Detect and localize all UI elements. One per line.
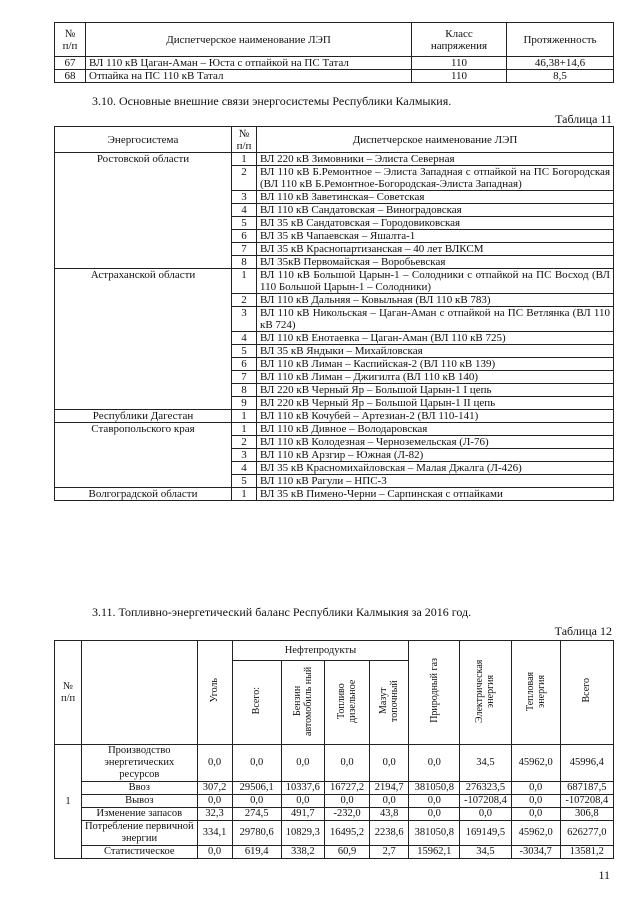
header-num: № п/п xyxy=(55,23,86,57)
table-row xyxy=(55,795,614,808)
row-num: 2 xyxy=(232,166,257,191)
header-oil-total-label: Всего: xyxy=(251,686,263,715)
header-blank xyxy=(82,641,197,745)
line-name: ВЛ 110 кВ Большой Царын-1 – Солодники с отпайкой на ПС Восход (ВЛ 110 Большой Царын-1 – Солодники) xyxy=(257,269,614,294)
table-row xyxy=(55,488,614,501)
balance-value: 0,0 xyxy=(511,808,560,821)
page-number: 11 xyxy=(598,868,610,882)
energy-system-name: Ставропольского края xyxy=(55,423,232,488)
balance-value: -107208,4 xyxy=(560,795,613,808)
balance-value: -3034,7 xyxy=(511,846,560,859)
balance-value: 0,0 xyxy=(197,846,232,859)
table-row xyxy=(55,269,614,294)
table-row xyxy=(55,70,614,83)
row-num: 1 xyxy=(55,745,82,859)
row-num: 6 xyxy=(232,358,257,371)
balance-value: 16727,2 xyxy=(324,782,369,795)
balance-value: 306,8 xyxy=(560,808,613,821)
line-name: ВЛ 110 кВ Лиман – Джигилта (ВЛ 110 кВ 140) xyxy=(257,371,614,384)
header-gasoline-label: Бензин автомобиль ный xyxy=(291,665,314,736)
table-row xyxy=(55,821,614,846)
header-num: № п/п xyxy=(232,127,257,153)
energy-system-name: Ростовской области xyxy=(55,153,232,269)
line-name: ВЛ 110 кВ Колодезная – Черноземельская (Л-76) xyxy=(257,436,614,449)
line-name: ВЛ 35 кВ Красномихайловская – Малая Джалга (Л-426) xyxy=(257,462,614,475)
row-num: 1 xyxy=(232,410,257,423)
row-num: 67 xyxy=(55,57,86,70)
balance-value: 276323,5 xyxy=(460,782,511,795)
section-heading-3-11: 3.11. Топливно-энергетический баланс Республики Калмыкия за 2016 год. xyxy=(92,605,472,619)
balance-value: 687187,5 xyxy=(560,782,613,795)
row-length: 46,38+14,6 xyxy=(507,57,614,70)
table-row xyxy=(55,808,614,821)
header-num: № п/п xyxy=(55,641,82,745)
row-voltage: 110 xyxy=(412,57,507,70)
line-name: ВЛ 110 кВ Арзгир – Южная (Л-82) xyxy=(257,449,614,462)
balance-value: 34,5 xyxy=(460,745,511,782)
line-name: ВЛ 35 кВ Чапаевская – Яшалта-1 xyxy=(257,230,614,243)
header-diesel xyxy=(324,661,369,745)
balance-value: 619,4 xyxy=(232,846,281,859)
balance-value: 45962,0 xyxy=(511,745,560,782)
header-oil: Нефтепродукты xyxy=(232,641,409,661)
row-num: 9 xyxy=(232,397,257,410)
row-num: 4 xyxy=(232,332,257,345)
line-name: ВЛ 35 кВ Сандатовская – Городовиковская xyxy=(257,217,614,230)
row-num: 3 xyxy=(232,307,257,332)
line-name: ВЛ 110 кВ Б.Ремонтное – Элиста Западная с отпайкой на ПС Богородская (ВЛ 110 кВ Б.Ремонтное-Богородская-Элиста Западная) xyxy=(257,166,614,191)
balance-value: 0,0 xyxy=(409,808,460,821)
line-name: ВЛ 35 кВ Яндыки – Михайловская xyxy=(257,345,614,358)
balance-value: 60,9 xyxy=(324,846,369,859)
energy-balance-table xyxy=(54,640,614,859)
balance-value: 29780,6 xyxy=(232,821,281,846)
balance-value: 16495,2 xyxy=(324,821,369,846)
line-name: ВЛ 110 кВ Рагули – НПС-3 xyxy=(257,475,614,488)
row-num: 2 xyxy=(232,294,257,307)
table-row xyxy=(55,57,614,70)
balance-value: 381050,8 xyxy=(409,821,460,846)
header-fueloil-label: Мазут топочный xyxy=(378,679,401,722)
row-num: 3 xyxy=(232,449,257,462)
balance-value: 169149,5 xyxy=(460,821,511,846)
balance-value: 381050,8 xyxy=(409,782,460,795)
header-fueloil xyxy=(370,661,409,745)
header-gas xyxy=(409,641,460,745)
row-num: 1 xyxy=(232,488,257,501)
row-num: 5 xyxy=(232,345,257,358)
row-num: 2 xyxy=(232,436,257,449)
header-oil-total xyxy=(232,661,281,745)
balance-value: 491,7 xyxy=(281,808,324,821)
header-gas-label: Природный газ xyxy=(428,658,440,723)
balance-value: 29506,1 xyxy=(232,782,281,795)
balance-value: -107208,4 xyxy=(460,795,511,808)
balance-value: 32,3 xyxy=(197,808,232,821)
line-name: ВЛ 110 кВ Заветинская– Советская xyxy=(257,191,614,204)
balance-value: 626277,0 xyxy=(560,821,613,846)
balance-value: 0,0 xyxy=(370,795,409,808)
row-num: 7 xyxy=(232,243,257,256)
balance-value: 307,2 xyxy=(197,782,232,795)
table-12-label: Таблица 12 xyxy=(554,624,612,638)
balance-value: 13581,2 xyxy=(560,846,613,859)
lines-table-continuation xyxy=(54,22,614,83)
row-num: 1 xyxy=(232,153,257,166)
line-name: ВЛ 220 кВ Черный Яр – Большой Царын-1 I цепь xyxy=(257,384,614,397)
line-name: ВЛ 220 кВ Черный Яр – Большой Царын-1 II цепь xyxy=(257,397,614,410)
header-elec-label: Электрическая энергия xyxy=(474,658,497,723)
row-num: 6 xyxy=(232,230,257,243)
balance-value: 2194,7 xyxy=(370,782,409,795)
row-name: Отпайка на ПС 110 кВ Татал xyxy=(86,70,412,83)
row-num: 68 xyxy=(55,70,86,83)
energy-system-name: Астраханской области xyxy=(55,269,232,410)
line-name: ВЛ 35 кВ Пимено-Черни – Сарпинская с отпайками xyxy=(257,488,614,501)
balance-value: 0,0 xyxy=(511,782,560,795)
line-name: ВЛ 110 кВ Лиман – Каспийская-2 (ВЛ 110 кВ 139) xyxy=(257,358,614,371)
balance-value: 0,0 xyxy=(281,795,324,808)
balance-value: 0,0 xyxy=(232,745,281,782)
balance-value: 0,0 xyxy=(232,795,281,808)
row-length: 8,5 xyxy=(507,70,614,83)
balance-value: 2238,6 xyxy=(370,821,409,846)
table-row xyxy=(55,846,614,859)
section-heading-3-10: 3.10. Основные внешние связи энергосистемы Республики Калмыкия. xyxy=(92,94,452,108)
line-name: ВЛ 110 кВ Енотаевка – Цаган-Аман (ВЛ 110 кВ 725) xyxy=(257,332,614,345)
header-coal-label: Уголь xyxy=(209,678,221,703)
line-name: ВЛ 110 кВ Дивное – Володаровская xyxy=(257,423,614,436)
row-num: 4 xyxy=(232,204,257,217)
balance-value: 338,2 xyxy=(281,846,324,859)
row-num: 8 xyxy=(232,256,257,269)
energy-balance-body xyxy=(55,745,614,859)
balance-value: 34,5 xyxy=(460,846,511,859)
table-row xyxy=(55,410,614,423)
row-num: 7 xyxy=(232,371,257,384)
row-name: ВЛ 110 кВ Цаган-Аман – Юста с отпайкой на ПС Татал xyxy=(86,57,412,70)
line-name: ВЛ 35кВ Первомайская – Воробьевская xyxy=(257,256,614,269)
header-total xyxy=(560,641,613,745)
line-name: ВЛ 110 кВ Сандатовская – Виноградовская xyxy=(257,204,614,217)
table-row xyxy=(55,423,614,436)
header-total-label: Всего xyxy=(581,678,593,703)
balance-value: 0,0 xyxy=(370,745,409,782)
balance-value: 43,8 xyxy=(370,808,409,821)
line-name: ВЛ 35 кВ Краснопартизанская – 40 лет ВЛКСМ xyxy=(257,243,614,256)
balance-item: Потребление первичной энергии xyxy=(82,821,197,846)
balance-value: 0,0 xyxy=(511,795,560,808)
row-num: 1 xyxy=(232,269,257,294)
header-diesel-label: Топливо дизельное xyxy=(336,678,359,723)
energy-system-name: Республики Дагестан xyxy=(55,410,232,423)
balance-value: 274,5 xyxy=(232,808,281,821)
table-row xyxy=(55,153,614,166)
header-voltage: Класс напряжения xyxy=(412,23,507,57)
balance-value: 0,0 xyxy=(197,795,232,808)
external-links-body xyxy=(55,153,614,501)
line-name: ВЛ 110 кВ Кочубей – Артезиан-2 (ВЛ 110-141) xyxy=(257,410,614,423)
balance-value: 10337,6 xyxy=(281,782,324,795)
line-name: ВЛ 220 кВ Зимовники – Элиста Северная xyxy=(257,153,614,166)
row-num: 8 xyxy=(232,384,257,397)
line-name: ВЛ 110 кВ Дальняя – Ковыльная (ВЛ 110 кВ 783) xyxy=(257,294,614,307)
external-links-table xyxy=(54,126,614,501)
table-row xyxy=(55,782,614,795)
balance-value: 45996,4 xyxy=(560,745,613,782)
balance-value: 10829,3 xyxy=(281,821,324,846)
row-num: 4 xyxy=(232,462,257,475)
table-row xyxy=(55,745,614,782)
balance-value: 0,0 xyxy=(409,795,460,808)
balance-item: Производство энергетических ресурсов xyxy=(82,745,197,782)
header-name: Диспетчерское наименование ЛЭП xyxy=(257,127,614,153)
header-elec xyxy=(460,641,511,745)
balance-value: 0,0 xyxy=(460,808,511,821)
energy-system-name: Волгоградской области xyxy=(55,488,232,501)
balance-item: Статистическое xyxy=(82,846,197,859)
header-system: Энергосистема xyxy=(55,127,232,153)
line-name: ВЛ 110 кВ Никольская – Цаган-Аман с отпайкой на ПС Ветлянка (ВЛ 110 кВ 724) xyxy=(257,307,614,332)
balance-value: 15962,1 xyxy=(409,846,460,859)
balance-value: 0,0 xyxy=(324,795,369,808)
table-11-label: Таблица 11 xyxy=(555,112,612,126)
balance-value: 45962,0 xyxy=(511,821,560,846)
header-length: Протяженность xyxy=(507,23,614,57)
header-heat xyxy=(511,641,560,745)
balance-item: Вывоз xyxy=(82,795,197,808)
balance-item: Ввоз xyxy=(82,782,197,795)
row-num: 3 xyxy=(232,191,257,204)
row-num: 1 xyxy=(232,423,257,436)
balance-value: -232,0 xyxy=(324,808,369,821)
balance-value: 334,1 xyxy=(197,821,232,846)
row-num: 5 xyxy=(232,217,257,230)
header-gasoline xyxy=(281,661,324,745)
balance-value: 0,0 xyxy=(197,745,232,782)
row-voltage: 110 xyxy=(412,70,507,83)
balance-value: 0,0 xyxy=(281,745,324,782)
header-coal xyxy=(197,641,232,745)
header-name: Диспетчерское наименование ЛЭП xyxy=(86,23,412,57)
header-heat-label: Тепловая энергия xyxy=(524,670,547,711)
balance-value: 2,7 xyxy=(370,846,409,859)
balance-value: 0,0 xyxy=(409,745,460,782)
row-num: 5 xyxy=(232,475,257,488)
balance-value: 0,0 xyxy=(324,745,369,782)
balance-item: Изменение запасов xyxy=(82,808,197,821)
